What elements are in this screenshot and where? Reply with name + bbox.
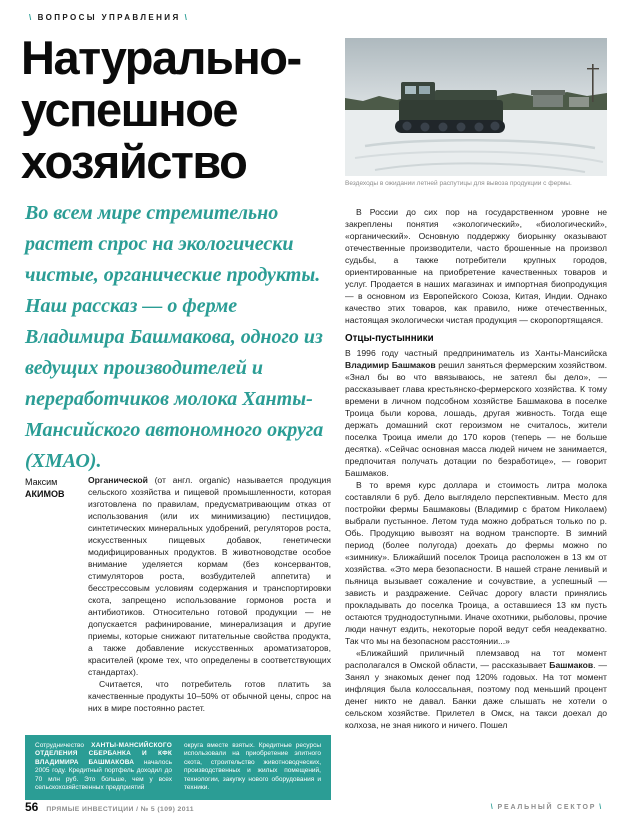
footer-slash-left: \: [490, 804, 495, 811]
person-name: Башмаков: [549, 660, 594, 670]
footer-section-name: РЕАЛЬНЫЙ СЕКТОР: [497, 804, 597, 811]
author-first-name: Максим: [25, 477, 58, 487]
kicker-slash-right: \: [184, 13, 190, 22]
author-last-name: АКИМОВ: [25, 489, 65, 499]
kicker-slash-left: \: [29, 13, 34, 22]
section-kicker: [25, 13, 193, 22]
info-box-column-2: округа вместе взятых. Кредитные ресурсы использовали на приобретение элитного скота, строительство животноводческих, производственных и жилых помещений, технологии, закупку нового оборудования и техники.: [184, 742, 321, 792]
paragraph-lead-word: Органической: [88, 475, 148, 485]
body-paragraph: Считается, что потребитель готов платить за качественные продукты 10–50% от обычной цены, спрос на них в мире постоянно растет.: [88, 679, 331, 713]
magazine-issue-label: ПРЯМЫЕ ИНВЕСТИЦИИ / № 5 (109) 2011: [46, 806, 194, 813]
section-subhead: Отцы-пустынники: [345, 333, 434, 344]
title-line-1: Натурально-: [21, 31, 301, 84]
lead-paragraph: Во всем мире стремительно растет спрос на экологически чистые, органические продукты. Наш рассказ — о ферме Владимира Башмакова, одного из ведущих производителей и переработчиков молока Ханты-Мансийского автономного округа (ХМАО).: [25, 202, 324, 472]
sidebar-info-box: [25, 735, 331, 800]
body-paragraph: Органической (от англ. organic) называется продукция сельского хозяйства и пищевой промышленности, которая изготовлена по правилам, предусматривающим отказ от использования (или их минимизацию) пестицидов, синтетических минеральных удобрений, регуляторов роста, искусственных пищевых добавок, генетически модифицированных продуктов. В животноводстве особое внимание уделяется кормам (без консервантов, стимуляторов роста, возбудителей аппетита) и бесстрессовым условиям содержания и транспортировки скота, запрещено использование гормонов роста и антибиотиков. Относительно готовой продукции — не допускается рафинирование, минерализация и другие приемы, которые снижают питательные свойства продукта, а также добавление искусственных ароматизаторов, красителей (кроме тех, что определены в соответствующих стандартах).: [88, 475, 331, 677]
footer-left: [25, 800, 194, 814]
farm-photo: [345, 38, 607, 176]
body-column-left: [88, 474, 331, 714]
title-line-2: успешное: [21, 83, 238, 136]
body-paragraph: В России до сих пор на государственном уровне не закреплены понятия «экологический», «биологический», «органический». Основную поддержку биорынку оказывают отечественные производители, часто брошенные на произвол судьбы, а также потребители крупных городов, ориентированные на приобретение качественных товаров и услуг. Продается в наших магазинах и импортная биопродукция — в основном из Европейского Союза, Китая, Индии. Однако качество этих товаров, как правило, ниже отечественных, настоящая экологически чистая продукция — скоропортящаяся.: [345, 207, 607, 325]
info-box-bold-text: ХАНТЫ-МАНСИЙСКОГО ОТДЕЛЕНИЯ СБЕРБАНКА И КФК ВЛАДИМИРА БАШМАКОВА: [35, 742, 172, 766]
footer-slash-right: \: [599, 804, 603, 811]
photo-caption: Вездеходы в ожидании летней распутицы для вывоза продукции с фермы.: [345, 180, 572, 187]
footer-section-label: [488, 804, 606, 811]
author-byline: [25, 476, 83, 500]
page-number: 56: [25, 800, 39, 814]
article-title: [21, 32, 301, 188]
title-line-3: хозяйство: [21, 135, 247, 188]
body-paragraph: «Ближайший приличный племзавод на тот момент располагался в Омской области, — рассказывает Башмаков. — Занял у знакомых денег под 120% годовых. На тот момент инфляция была колоссальная, поэтому под меньший процент денег никто не давал. Банки даже слышать не хотели о сельском хозяйстве. Прилетел в Омск, на такси доехал до колхоза, не зная никого и ничего. Пошел: [345, 648, 607, 730]
info-box-column-1: Сотрудничество ХАНТЫ-МАНСИЙСКОГО ОТДЕЛЕНИЯ СБЕРБАНКА И КФК ВЛАДИМИРА БАШМАКОВА началось 2005 году. Кредитный портфель доходил до 70 млн руб. Это больше, чем у всех сельскохозяйственных предприятий: [35, 742, 172, 792]
body-paragraph: В то время курс доллара и стоимость литра молока составляли 6 руб. Дело выглядело перспективным. Место для постройки фермы Башмаковы (Владимир с братом Николаем) выбрали пустынное. Летом туда можно добраться только по р. Обь. Продукцию вывозят на водном транспорте. В зимний период (более полугода) доехать до фермы можно по «зимнику». Ближайший поселок Троица расположен в 13 км от хозяйства. «Это мера безопасности. В нашей стране ленивый и пьяница вызывает сожаление и сочувствие, а успешный — зависть и раздражение. Сейчас дорогу власти принялись прокладывать до поселка Троица, а оставшиеся 13 км пусть остаются труднодоступными. Иначе охотники, рыболовы, прочие люди начнут ездить, некоторые порой ведут себя неадекватно. Так что мы на безопасном расстоянии...»: [345, 480, 607, 646]
body-column-right: [345, 206, 607, 731]
person-name: Владимир Башмаков: [345, 360, 436, 370]
kicker-label: ВОПРОСЫ УПРАВЛЕНИЯ: [37, 13, 181, 22]
body-paragraph: В 1996 году частный предприниматель из Ханты-Мансийска Владимир Башмаков решил заняться фермерским хозяйством. «Знал бы во что ввязываюсь, не затеял бы дело», — рассказывает глава крестьянско-фермерского хозяйства. К тому времени в личном подсобном хозяйстве Башмакова в поселке Троица были корова, лошадь, другая живность. Тогда еще держать домашний скот героизмом не считалось, жители поселка Троица имели до 170 коров (теперь — не больше десятка). «Сейчас основная масса людей ничем не занимается, предпочитая получать дотации по безработице», — говорит Башмаков.: [345, 348, 608, 478]
